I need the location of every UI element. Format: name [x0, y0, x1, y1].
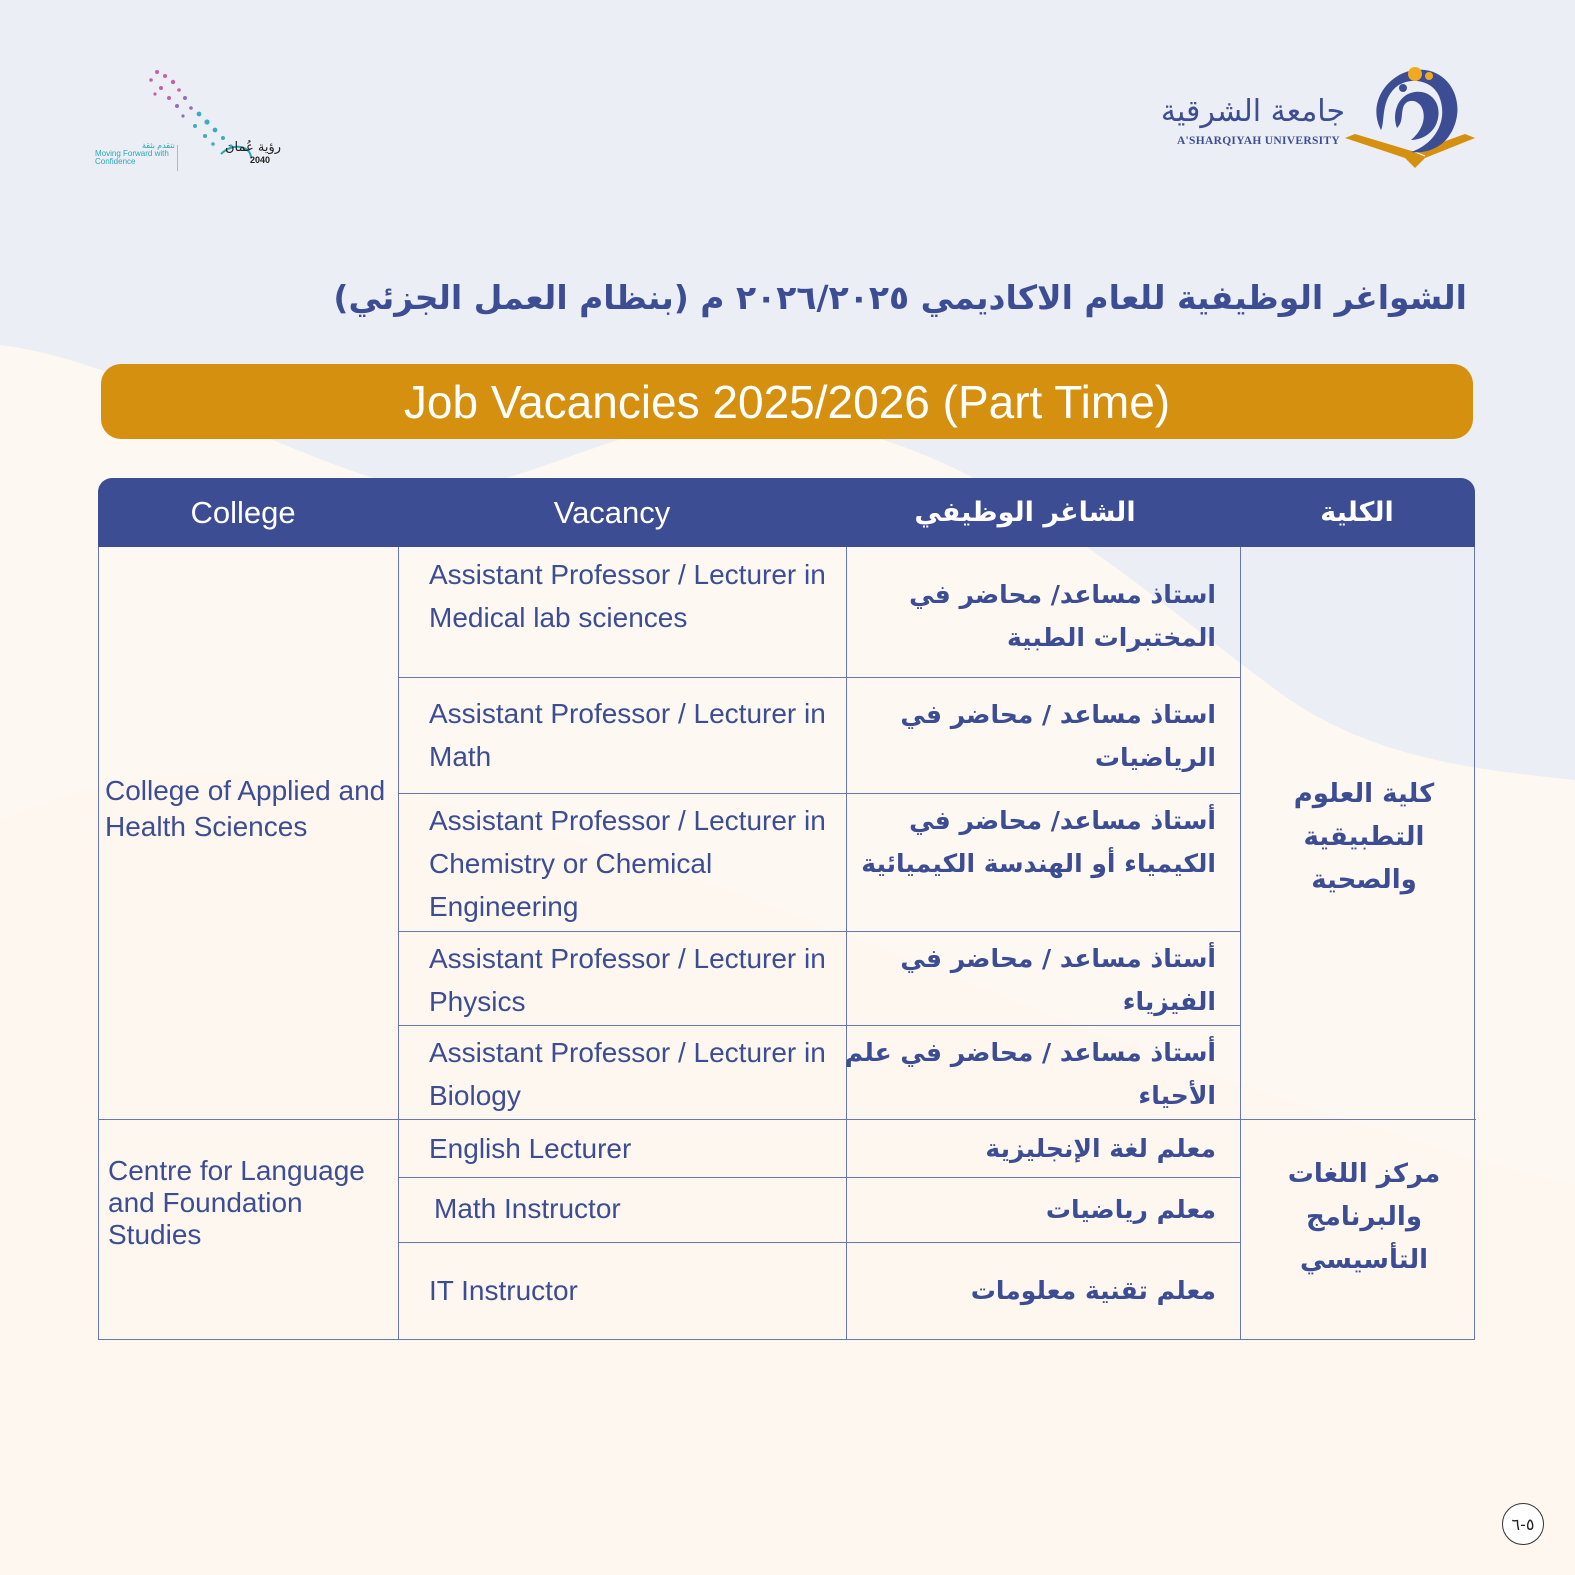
vacancy-ar: معلم رياضيات	[1045, 1195, 1216, 1224]
row-divider	[398, 931, 1241, 932]
group-divider	[99, 1119, 1476, 1120]
vacancy-ar: معلم لغة الإنجليزية	[985, 1134, 1216, 1163]
vacancy-en: Assistant Professor / Lecturer in Biology	[429, 1037, 826, 1111]
vacancy-en: English Lecturer	[429, 1133, 632, 1164]
vacancy-en: Assistant Professor / Lecturer in Chemistry or Chemical Engineering	[429, 805, 826, 922]
table-body	[98, 547, 1475, 1340]
vacancy-ar: أستاذ مساعد / محاضر في علم الأحياء	[844, 1038, 1216, 1110]
column-divider	[1240, 547, 1241, 1340]
vacancy-ar: أستاذ مساعد / محاضر في الفيزياء	[900, 944, 1216, 1016]
row-divider	[398, 1242, 1241, 1243]
header-vacancy-en: Vacancy	[553, 494, 671, 530]
header-college-ar: الكلية	[1320, 497, 1394, 528]
job-vacancies-banner: Job Vacancies 2025/2026 (Part Time)	[101, 364, 1473, 439]
vacancy-ar: معلم تقنية معلومات	[970, 1276, 1216, 1305]
college-name-en: College of Applied and Health Sciences	[105, 775, 386, 842]
university-name-en: A'SHARQIYAH UNIVERSITY	[1176, 135, 1340, 147]
vacancy-en: Assistant Professor / Lecturer in Medical lab sciences	[429, 559, 826, 633]
row-divider	[398, 793, 1241, 794]
header-college-en: College	[190, 494, 296, 530]
vision-year: 2040	[250, 155, 271, 165]
header-vacancy-ar: الشاغر الوظيفي	[914, 497, 1136, 528]
vacancy-en: Math Instructor	[434, 1193, 621, 1224]
vacancy-en: IT Instructor	[429, 1275, 578, 1306]
vacancy-en: Assistant Professor / Lecturer in Math	[429, 698, 826, 772]
college-name-en: Centre for Language and Foundation Studies	[108, 1155, 365, 1250]
row-divider	[398, 1177, 1241, 1178]
row-divider	[398, 677, 1241, 678]
college-name-ar: كلية العلوم التطبيقية والصحية	[1293, 779, 1435, 895]
vacancy-ar: استاذ مساعد / محاضر في الرياضيات	[900, 700, 1216, 772]
university-logo	[1150, 60, 1480, 175]
page-number-badge: ٥-٦	[1502, 1503, 1544, 1545]
college-name-ar: مركز اللغات والبرنامج التأسيسي	[1287, 1159, 1441, 1275]
column-divider	[398, 547, 399, 1340]
vision-name: رؤية عُمان	[225, 140, 282, 155]
vacancy-en: Assistant Professor / Lecturer in Physics	[429, 943, 826, 1017]
table-header	[98, 478, 1475, 547]
university-emblem-icon	[1345, 60, 1480, 175]
university-name-ar: جامعة الشرقية	[1160, 94, 1345, 129]
vacancies-table	[98, 478, 1475, 1340]
vision-divider	[177, 145, 178, 171]
vacancy-ar: أستاذ مساعد/ محاضر في الكيمياء أو الهندسة الكيميائية	[861, 806, 1216, 878]
page-title-ar: الشواغر الوظيفية للعام الاكاديمي ٢٠٢٦/٢٠٢٥ م (بنظام العمل الجزئي)	[333, 278, 1467, 317]
vision-tagline: نتقدم بثقة Moving Forward with Confidence	[95, 141, 175, 166]
vacancy-ar: استاذ مساعد/ محاضر في المختبرات الطبية	[909, 580, 1216, 652]
oman-vision-logo	[95, 62, 310, 180]
row-divider	[398, 1025, 1241, 1026]
